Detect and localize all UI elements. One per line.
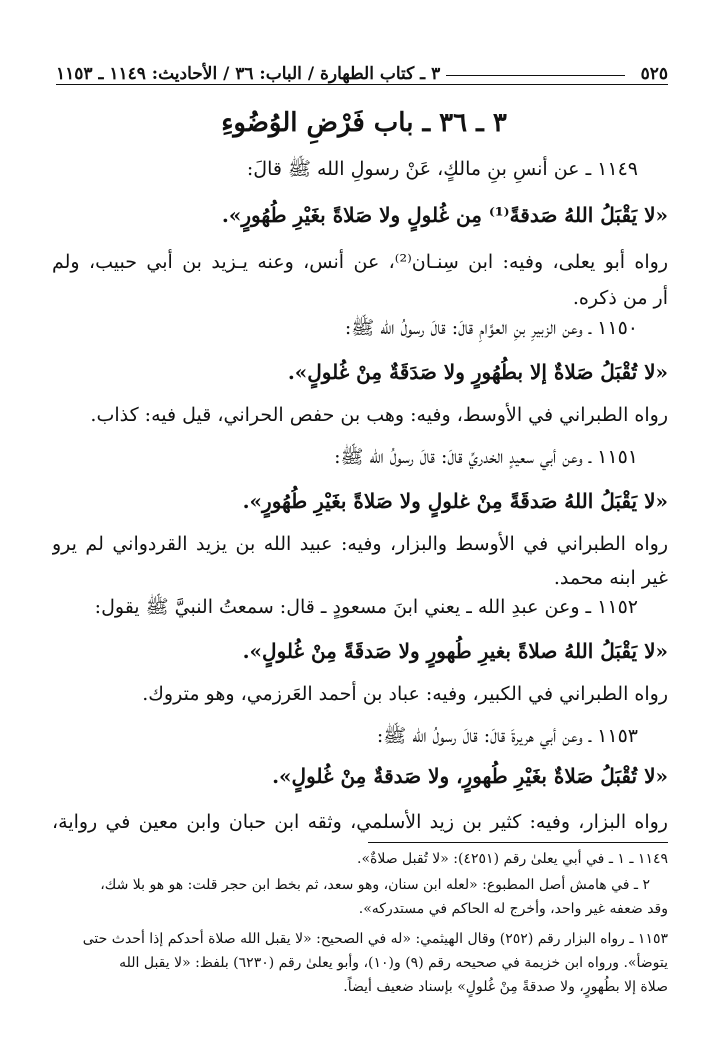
hadith-1151-isnad: ١١٥١ ـ وعن أبي سعيدٍ الخدريِّ قالَ: قالَ رسولُ الله ﷺ: [334, 446, 638, 468]
footnote-1153-cont-2: صلاة إلا بطُهورٍ، ولا صدقةً مِنْ غُلولٍ» بإسناد ضعيف أيضاً. [343, 979, 668, 995]
hadith-1150-matn: «لا تُقْبَلُ صَلاةٌ إلا بطُهُورٍ ولا صَدَقَةٌ مِنْ غُلولٍ». [287, 360, 668, 384]
hadith-1149-takhrij: رواه أبو يعلى، وفيه: ابن سِنـان⁽²⁾، عن أنس، وعنه يـزيد بن أبي حبيب، ولم [52, 251, 668, 273]
hadith-1151-matn: «لا يَقْبَلُ اللهُ صَدقَةً مِنْ غلولٍ ولا صَلاةً بغَيْرِ طُهُورٍ». [242, 489, 668, 513]
hadith-1153-takhrij: رواه البزار، وفيه: كثير بن زيد الأسلمي، وثقه ابن حبان وابن معين في رواية، [52, 811, 668, 833]
hadith-1152-isnad: ١١٥٢ ـ وعن عبدِ الله ـ يعني ابنَ مسعودٍ ـ قال: سمعتُ النبيَّ ﷺ يقول: [94, 596, 638, 618]
running-title: ٣ ـ كتاب الطهارة / الباب: ٣٦ / الأحاديث: ١١٤٩ ـ ١١٥٣ [56, 64, 441, 84]
hadith-1151-takhrij: رواه الطبراني في الأوسط والبزار، وفيه: عبيد الله بن يزيد القردواني لم يرو [52, 533, 668, 555]
hadith-1152-matn: «لا يَقْبَلُ اللهُ صلاةً بغيرِ طُهورٍ ولا صَدقَةً مِنْ غُلولٍ». [242, 639, 668, 663]
hadith-1153-isnad: ١١٥٣ ـ وعن أبي هريرةَ قالَ: قالَ رسولُ الله ﷺ: [376, 725, 638, 747]
page-number: ٥٢٥ [640, 64, 668, 84]
header-rule [446, 75, 624, 76]
footnote-1153-cont-1: يتوضأ». ورواه ابن خزيمة في صحيحه رقم (٩) و(١٠)، وأبو يعلىٰ رقم (٦٢٣٠) بلفظ: «لا يقبل الله [119, 955, 668, 971]
hadith-1153-matn: «لا تُقْبَلُ صَلاةٌ بغَيْرِ طُهورٍ، ولا صَدقةٌ مِنْ غُلولٍ». [272, 764, 668, 788]
running-header [56, 58, 668, 85]
footnote-1153: ١١٥٣ ـ رواه البزار رقم (٢٥٢) وقال الهيثمي: «له في الصحيح: «لا يقبل الله صلاة أحدكم إذا أحدث حتى [82, 931, 668, 947]
hadith-1149-takhrij-cont: أر من ذكره. [572, 287, 668, 309]
footnote-1149-2: ٢ ـ في هامش أصل المطبوع: «لعله ابن سنان، وهو سعد، ثم بخط ابن حجر قلت: هو هو بلا شك، [100, 877, 650, 893]
hadith-1151-takhrij-cont: غير ابنه محمد. [553, 567, 668, 589]
hadith-1152-takhrij: رواه الطبراني في الكبير، وفيه: عباد بن أحمد العَرزمي، وهو متروك. [142, 683, 668, 705]
chapter-title: ٣ ـ ٣٦ ـ باب فَرْضِ الوُضُوءِ [221, 108, 507, 138]
hadith-1150-isnad: ١١٥٠ ـ وعن الزبيرِ بنِ العوَّامِ قالَ: قالَ رسولُ الله ﷺ: [344, 317, 638, 339]
hadith-1149-matn: «لا يَقْبَلُ اللهُ صَدقةً⁽¹⁾ مِن غُلولٍ ولا صَلاةً بغَيْرِ طُهُورٍ». [221, 203, 668, 227]
hadith-1150-takhrij: رواه الطبراني في الأوسط، وفيه: وهب بن حفص الحراني، قيل فيه: كذاب. [90, 404, 668, 426]
footnote-separator [368, 842, 668, 843]
hadith-1149-isnad: ١١٤٩ ـ عن أنسِ بنِ مالكٍ، عَنْ رسولِ الله ﷺ قالَ: [246, 158, 638, 180]
footnote-1149-2-cont: وقد ضعفه غير واحد، وأخرج له الحاكم في مستدركه». [358, 901, 668, 917]
footnote-1149-1: ١١٤٩ ـ ١ ـ في أبي يعلىٰ رقم (٤٢٥١): «لا تُقبل صلاةٌ». [357, 851, 668, 867]
